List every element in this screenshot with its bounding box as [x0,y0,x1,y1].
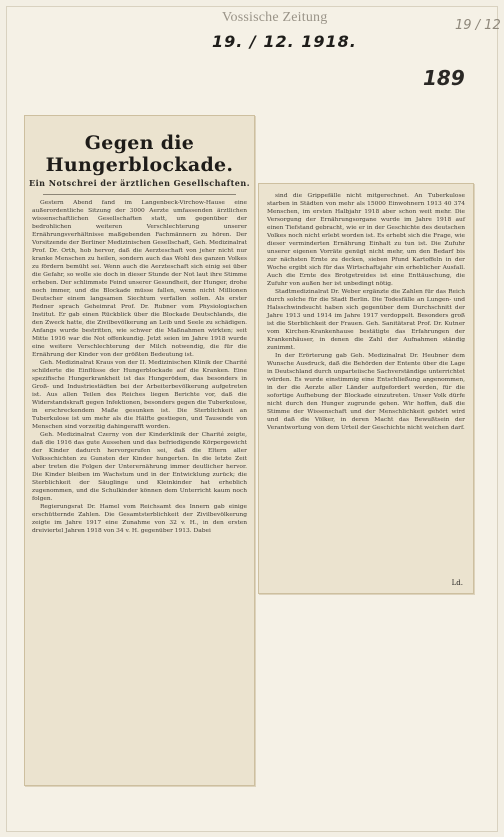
newspaper-masthead: Vossische Zeitung [222,10,328,25]
article-paragraph: In der Erörterung gab Geh. Medizinalrat Dr. Heubner dem Wunsche Ausdruck, daß die Behörden der Entente über die Lage in Deutschland durch unparteiische Sachverständige unterrichtet würden. Es wurde einstimmig eine Entschließung angenommen, in der die Aerzte aller Länder aufgefordert werden, für die sofortige Aufhebung der Blockade einzutreten. Unser Volk dürfe nicht durch den Hunger zugrunde gehen. Wir hoffen, daß die Stimme der Wissenschaft und der Menschlichkeit gehört wird und daß die Völker, in deren Macht das Bewußtsein der Verantwortung von dem Urteil der Geschichte nicht weichen darf. [267,353,465,431]
handwritten-date: 19. / 12. 1918. [212,32,357,51]
headline-rule [43,194,236,195]
article-headline: Gegen die Hungerblockade. [45,132,234,176]
article-paragraph: sind die Grippefälle nicht mitgerechnet. An Tuberkulose starben in Städten von mehr als 15000 Einwohnern 1913 40 374 Menschen, im ersten Halbjahr 1918 aber schon weit mehr. Die Versorgung der Ernährungsorgane wurde im Jahre 1918 auf einen Tiefstand gebracht, wie er in der Geschichte des deutschen Volkes noch nicht erlebt worden ist. Es erhebt sich die Frage, wie dieser verminderten Ernährung Einhalt zu tun ist. Die Zufuhr unserer eigenen Vorräte genügt nicht mehr, um den Bedarf bis zur nächsten Ernte zu decken, sieben Pfund Kartoffeln in der Woche ergibt sich für das Wirtschaftsjahr ein erheblicher Ausfall. Auch die Ernte des Brotgetreides ist eine Enttäuschung, die Zufuhr von außen her ist unbedingt nötig. [267,193,465,287]
article-paragraph: Stadtmedizinalrat Dr. Weber ergänzte die Zahlen für das Reich durch solche für die Stadt Berlin. Die Todesfälle an Lungen- und Halsschwindsucht haben sich gegenüber dem Durchschnitt der Jahre 1913 und 1914 im Jahre 1917 verdoppelt. Besonders groß ist die Sterblichkeit der Frauen. Geh. Sanitätsrat Prof. Dr. Kutner vom Kirchen-Krankenhause bestätigte das Erfahrungen der Krankenhäuser, in denen die Zahl der Aufnahmen ständig zunimmt. [267,289,465,351]
corner-pencil-mark: 19 / 12 [455,18,501,33]
article-signature: Ld. [451,579,463,587]
article-body-left [25,199,254,535]
clipping-right-column [258,183,474,594]
article-paragraph: Geh. Medizinalrat Czerny von der Kinderklinik der Charité zeigte, daß die 1916 das gute Aussehen und das befriedigende Körpergewicht der Kinder dadurch hervorgerufen sei, daß die Eltern aller Volksschichten zu Gunsten der Kinder hungerten. In die letzte Zeit aber treten die Folgen der Unterernährung immer deutlicher hervor. Die Kinder bleiben im Wachstum und in der Entwicklung zurück; die Sterblichkeit der Säuglinge und Kleinkinder hat erheblich zugenommen, und die Schulkinder können dem Unterricht kaum noch folgen. [32,432,247,502]
clipping-left-column [24,115,255,786]
article-paragraph: Geh. Medizinalrat Kraus von der II. Medizinischen Klinik der Charité schilderte die Einflüsse der Hungerblockade auf die Kranken. Eine spezifische Hungerkrankheit ist das Hungerödem, das besonders in Groß- und Industriestädten bei der Arbeiterbevölkerung aufgetreten ist. Aus allen Teilen des Reiches liegen Berichte vor, daß die Widerstandskraft gegen Infektionen, besonders gegen die Tuberkulose, in erschreckendem Maße gesunken ist. Die Sterblichkeit an Tuberkulose ist um mehr als die Hälfte gestiegen, und Tausende von Menschen sind vorzeitig dahingerafft worden. [32,360,247,430]
article-subheadline: Ein Notschrei der ärztlichen Gesellschaften. [29,178,250,188]
archive-number: 189 [423,66,465,90]
article-paragraph: Regierungsrat Dr. Hamel vom Reichsamt des Innern gab einige erschütternde Zahlen. Die Gesamtsterblichkeit der Zivilbevölkerung zeigte im Jahre 1917 eine Zunahme von 32 v. H., in den ersten dreiviertel Jahren 1918 von 34 v. H. gegenüber 1913. Dabei [32,504,247,534]
article-paragraph: Gestern Abend fand im Langenbeck-Virchow-Hause eine außerordentliche Sitzung der 3000 Aerzte umfassenden ärztlichen wissenschaftlichen Gesellschaften statt, um gegenüber der bedrohlichen weiteren Verschlechterung unserer Ernährungsverhältnisse maßgebenden Fachmännern zu hören. Der Vorsitzende der Berliner Medizinischen Gesellschaft, Geh. Medizinalrat Prof. Dr. Orth, hob hervor, daß die Aerzteschaft von jeher nicht nur kranke Menschen zu heilen, sondern auch das Wohl des ganzen Volkes zu fördern bemüht sei. Wenn auch die Aerzteschaft sich einig sei über die Gefahr, so wolle sie doch in dieser Stunde der Not laut ihre Stimme erheben. Der schlimmste Feind unserer Gesundheit, der Hunger, drohe noch immer, und die Blockade müsse fallen, wenn nicht Millionen Deutscher einem langsamen Siechtum verfallen sollen. Als erster Redner sprach Geheimrat Prof. Dr. Rubner vom Physiologischen Institut. Er gab einen Rückblick über die Blockade Deutschlands, die den Zweck hatte, die Zivilbevölkerung an Leib und Seele zu schädigen. Anfangs wurde bestritten, wie schwer die Maßnahmen wirkten; seit Mitte 1916 war die Not offenkundig. Jetzt seien im Jahre 1918 wurde eine weitere Verschlechterung der Milch notwendig, die für die Ernährung der Kinder von der größten Bedeutung ist. [32,200,247,358]
article-body-right [259,184,473,432]
